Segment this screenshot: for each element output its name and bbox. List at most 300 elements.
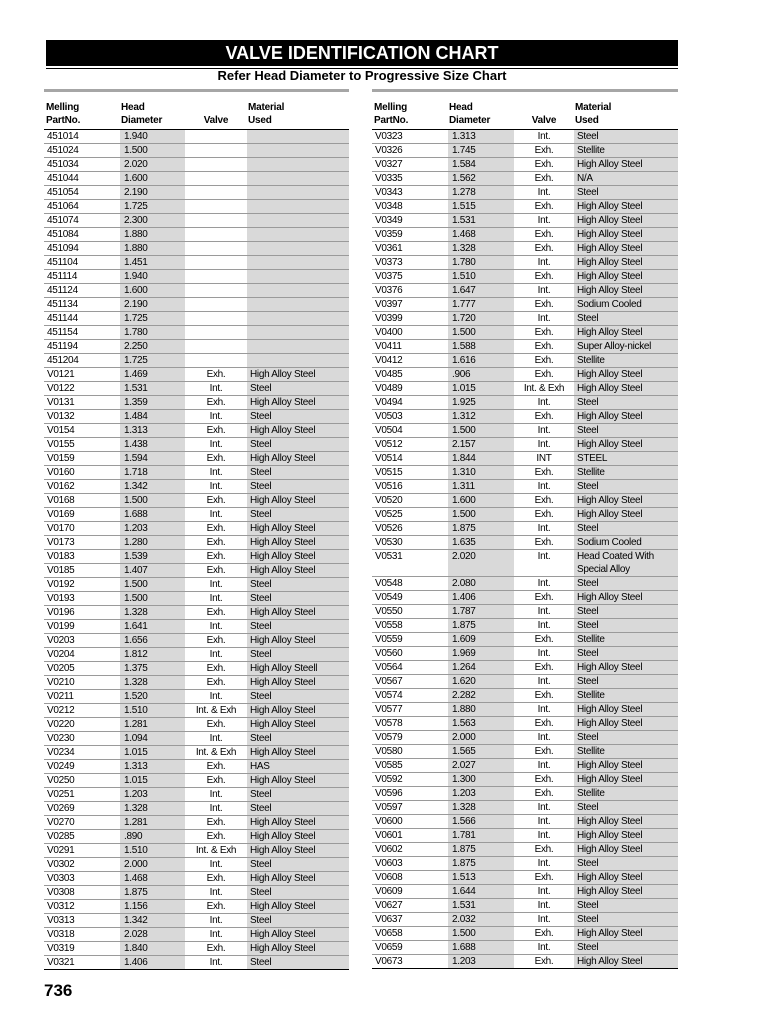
material-cell: Steel (574, 675, 678, 688)
table-row (44, 802, 349, 816)
part-number-cell: V0602 (375, 844, 403, 855)
valve-type-cell: Int. (209, 733, 223, 744)
head-diameter-cell: 1.328 (448, 242, 514, 255)
material-cell: Stellite (574, 354, 678, 367)
table-row (372, 396, 678, 410)
head-diameter-cell: 2.000 (448, 731, 514, 744)
material-cell: High Alloy Steel (574, 200, 678, 213)
table-row (44, 522, 349, 536)
head-diameter-cell: 1.328 (120, 606, 185, 619)
part-number-cell: 451204 (47, 355, 79, 366)
header-line: Head (121, 102, 145, 113)
head-diameter-cell: 1.635 (448, 536, 514, 549)
valve-type-cell: INT (536, 453, 552, 464)
head-diameter-cell: 1.359 (120, 396, 185, 409)
valve-type-cell: Int. (537, 187, 551, 198)
material-cell: Stellite (574, 466, 678, 479)
valve-type-cell: Exh. (206, 831, 226, 842)
table-row (44, 788, 349, 802)
part-number-cell: 451194 (47, 341, 78, 352)
valve-type-cell: Exh. (534, 327, 554, 338)
material-cell (247, 354, 349, 367)
material-cell: Steel (247, 438, 349, 451)
head-diameter-cell: 1.875 (448, 522, 514, 535)
table-row (44, 186, 349, 200)
table-row (372, 270, 678, 284)
part-number-cell: V0303 (47, 873, 75, 884)
part-number-cell: V0550 (375, 606, 403, 617)
valve-type-cell: Exh. (534, 229, 554, 240)
part-number-cell: V0318 (47, 929, 75, 940)
table-row (44, 592, 349, 606)
table-row (372, 326, 678, 340)
part-number-cell: V0375 (375, 271, 403, 282)
head-diameter-cell: 1.787 (448, 605, 514, 618)
head-diameter-cell: 1.015 (120, 774, 185, 787)
part-number-cell: V0192 (47, 579, 75, 590)
material-cell: Steel (247, 466, 349, 479)
head-diameter-cell: 1.280 (120, 536, 185, 549)
table-row (44, 816, 349, 830)
head-diameter-cell: 2.027 (448, 759, 514, 772)
part-number-cell: V0159 (47, 453, 75, 464)
table-row (44, 410, 349, 424)
head-diameter-cell: 1.594 (120, 452, 185, 465)
material-cell: Steel (247, 410, 349, 423)
part-number-cell: V0559 (375, 634, 403, 645)
head-diameter-cell: 1.745 (448, 144, 514, 157)
table-row (372, 731, 678, 745)
material-cell: Steel (574, 605, 678, 618)
material-cell: High Alloy Steell (247, 662, 349, 675)
valve-type-cell: Int. (537, 858, 551, 869)
valve-type-cell: Int. (537, 523, 551, 534)
material-cell: Steel (574, 186, 678, 199)
material-cell: High Alloy Steel (574, 927, 678, 940)
head-diameter-cell: 1.407 (120, 564, 185, 577)
head-diameter-cell: 1.468 (448, 228, 514, 241)
part-number-cell: V0234 (47, 747, 75, 758)
valve-type-cell: Exh. (206, 523, 226, 534)
part-number-header (44, 92, 120, 129)
part-number-cell: V0399 (375, 313, 403, 324)
material-cell: Steel (574, 130, 678, 143)
part-number-cell: V0578 (375, 718, 403, 729)
material-cell: High Alloy Steel (247, 606, 349, 619)
valve-type-cell: Exh. (534, 467, 554, 478)
valve-type-cell: Exh. (206, 817, 226, 828)
head-diameter-cell: 1.688 (120, 508, 185, 521)
material-cell: Steel (574, 941, 678, 954)
head-diameter-cell: 1.644 (448, 885, 514, 898)
part-number-cell: V0131 (47, 397, 75, 408)
part-number-cell: V0549 (375, 592, 403, 603)
valve-type-cell: Exh. (534, 145, 554, 156)
table-row (44, 256, 349, 270)
table-row (372, 340, 678, 354)
table-row (372, 773, 678, 787)
head-diameter-cell: 1.875 (448, 843, 514, 856)
valve-type-cell (185, 158, 247, 171)
valve-type-cell: Int. (209, 481, 223, 492)
valve-type-cell (185, 354, 247, 367)
part-number-cell: V0162 (47, 481, 75, 492)
head-diameter-cell: 1.600 (120, 172, 185, 185)
part-number-cell: V0489 (375, 383, 403, 394)
valve-type-cell: Exh. (206, 537, 226, 548)
head-diameter-cell: 1.812 (120, 648, 185, 661)
material-cell (247, 242, 349, 255)
material-header (247, 92, 349, 129)
valve-type-cell: Int. (209, 887, 223, 898)
table-row (44, 676, 349, 690)
part-number-cell: V0494 (375, 397, 403, 408)
head-diameter-cell: 1.094 (120, 732, 185, 745)
table-row (372, 633, 678, 647)
part-number-cell: V0349 (375, 215, 403, 226)
part-number-cell: V0373 (375, 257, 403, 268)
material-cell (247, 326, 349, 339)
part-number-cell: V0327 (375, 159, 403, 170)
material-cell (247, 200, 349, 213)
material-cell: Steel (247, 620, 349, 633)
head-diameter-cell: 1.840 (120, 942, 185, 955)
part-number-cell: 451134 (47, 299, 78, 310)
part-number-cell: 451124 (47, 285, 78, 296)
part-number-cell: V0323 (375, 131, 403, 142)
part-number-cell: V0321 (47, 957, 75, 968)
valve-type-cell: Int. (209, 509, 223, 520)
table-row (372, 605, 678, 619)
valve-type-cell: Int. (537, 215, 551, 226)
table-row (372, 508, 678, 522)
material-cell: High Alloy Steel (574, 661, 678, 674)
valve-type-cell: Int. (537, 551, 551, 562)
table-row (44, 690, 349, 704)
material-cell: Steel (247, 508, 349, 521)
table-row (44, 200, 349, 214)
material-cell: Steel (574, 913, 678, 926)
head-diameter-cell: 2.032 (448, 913, 514, 926)
head-diameter-cell: 1.203 (448, 787, 514, 800)
head-diameter-cell: 1.656 (120, 634, 185, 647)
head-diameter-cell: 1.609 (448, 633, 514, 646)
table-row (372, 158, 678, 172)
material-cell (247, 228, 349, 241)
part-number-cell: V0196 (47, 607, 75, 618)
valve-type-cell (185, 172, 247, 185)
head-diameter-cell: 1.281 (120, 718, 185, 731)
table-row (44, 214, 349, 228)
part-number-cell: 451074 (47, 215, 79, 226)
material-cell (247, 270, 349, 283)
material-cell: Steel (574, 424, 678, 437)
part-number-cell: V0376 (375, 285, 403, 296)
table-row (372, 661, 678, 675)
material-cell: HAS (247, 760, 349, 773)
valve-type-cell: Int. (209, 803, 223, 814)
valve-type-cell: Int. (209, 915, 223, 926)
part-number-cell: 451094 (47, 243, 79, 254)
head-diameter-cell: 1.584 (448, 158, 514, 171)
material-cell: High Alloy Steel (247, 900, 349, 913)
part-number-cell: V0199 (47, 621, 75, 632)
valve-type-cell: Int. (209, 859, 223, 870)
head-diameter-cell: 1.156 (120, 900, 185, 913)
material-cell: STEEL (574, 452, 678, 465)
head-diameter-cell: 1.875 (448, 619, 514, 632)
part-number-cell: V0531 (375, 551, 403, 562)
material-cell: High Alloy Steel (574, 773, 678, 786)
valve-type-cell: Exh. (206, 369, 226, 380)
head-diameter-cell: 1.510 (448, 270, 514, 283)
table-row (44, 326, 349, 340)
table-row (44, 774, 349, 788)
part-number-cell: V0335 (375, 173, 403, 184)
head-diameter-cell: 1.875 (448, 857, 514, 870)
material-cell: High Alloy Steel (247, 452, 349, 465)
part-number-cell: V0270 (47, 817, 75, 828)
head-diameter-cell: 1.563 (448, 717, 514, 730)
part-number-cell: V0574 (375, 690, 403, 701)
material-cell: High Alloy Steel (574, 494, 678, 507)
valve-type-cell: Exh. (206, 635, 226, 646)
valve-type-cell: Exh. (206, 901, 226, 912)
head-diameter-cell: 1.588 (448, 340, 514, 353)
material-cell: Steel (574, 731, 678, 744)
head-diameter-cell: 1.720 (448, 312, 514, 325)
valve-type-cell (185, 298, 247, 311)
head-diameter-cell: 1.500 (448, 508, 514, 521)
valve-type-cell: Exh. (206, 775, 226, 786)
material-cell: High Alloy Steel (247, 746, 349, 759)
part-number-cell: 451044 (47, 173, 79, 184)
material-cell (247, 144, 349, 157)
material-cell: High Alloy Steel (247, 676, 349, 689)
part-number-cell: 451144 (47, 313, 78, 324)
valve-table-right (372, 89, 678, 969)
part-number-header (372, 92, 448, 129)
part-number-cell: V0173 (47, 537, 75, 548)
material-cell: High Alloy Steel (247, 522, 349, 535)
valve-type-cell (185, 228, 247, 241)
table-row (44, 662, 349, 676)
valve-type-cell: Exh. (206, 495, 226, 506)
part-number-cell: V0515 (375, 467, 403, 478)
table-row (44, 872, 349, 886)
table-row (372, 759, 678, 773)
part-number-cell: V0526 (375, 523, 403, 534)
valve-type-cell: Int. (209, 383, 223, 394)
material-cell: High Alloy Steel (574, 270, 678, 283)
table-row (372, 354, 678, 368)
table-row (44, 830, 349, 844)
table-row (372, 689, 678, 703)
material-cell: High Alloy Steel (574, 284, 678, 297)
part-number-cell: V0155 (47, 439, 75, 450)
table-row (44, 550, 349, 564)
valve-type-cell: Exh. (534, 173, 554, 184)
material-cell: High Alloy Steel (247, 634, 349, 647)
table-row (44, 704, 349, 718)
material-cell: Steel (247, 886, 349, 899)
head-diameter-cell: 1.531 (120, 382, 185, 395)
valve-table-left (44, 89, 349, 970)
head-diameter-cell: 1.725 (120, 354, 185, 367)
material-cell (247, 312, 349, 325)
table-row (372, 619, 678, 633)
table-row (372, 801, 678, 815)
table-row (372, 368, 678, 382)
part-number-cell: V0285 (47, 831, 75, 842)
valve-type-cell: Int. (537, 830, 551, 841)
table-row (372, 298, 678, 312)
table-row (44, 312, 349, 326)
part-number-cell: V0183 (47, 551, 75, 562)
part-number-cell: V0597 (375, 802, 403, 813)
valve-type-cell: Int. (537, 481, 551, 492)
valve-type-cell: Exh. (534, 634, 554, 645)
head-diameter-cell: 1.438 (120, 438, 185, 451)
material-cell: Stellite (574, 633, 678, 646)
part-number-cell: V0512 (375, 439, 403, 450)
table-row (372, 242, 678, 256)
part-number-cell: V0348 (375, 201, 403, 212)
head-diameter-cell: 1.406 (120, 956, 185, 969)
head-diameter-cell: 1.203 (448, 955, 514, 968)
part-number-cell: V0530 (375, 537, 403, 548)
part-number-cell: V0193 (47, 593, 75, 604)
table-row (44, 844, 349, 858)
material-cell: Steel (247, 788, 349, 801)
material-cell: Steel (574, 577, 678, 590)
head-diameter-cell: 1.203 (120, 522, 185, 535)
valve-type-cell: Exh. (534, 690, 554, 701)
head-diameter-cell: 1.500 (448, 927, 514, 940)
material-cell: High Alloy Steel (574, 955, 678, 968)
material-cell: High Alloy Steel (574, 759, 678, 772)
part-number-cell: V0504 (375, 425, 403, 436)
part-number-cell: V0251 (47, 789, 75, 800)
head-diameter-cell: 1.375 (120, 662, 185, 675)
header-line: Melling (46, 102, 80, 113)
material-cell (247, 186, 349, 199)
material-cell (247, 284, 349, 297)
valve-type-cell: Int. (209, 929, 223, 940)
part-number-cell: V0210 (47, 677, 75, 688)
material-cell: High Alloy Steel (574, 410, 678, 423)
material-cell: High Alloy Steel (574, 591, 678, 604)
table-row (44, 340, 349, 354)
head-diameter-cell: 2.157 (448, 438, 514, 451)
valve-type-cell: Exh. (534, 201, 554, 212)
part-number-cell: V0212 (47, 705, 75, 716)
table-row (44, 438, 349, 452)
head-diameter-cell: 1.562 (448, 172, 514, 185)
valve-type-cell (185, 270, 247, 283)
valve-type-cell: Exh. (534, 928, 554, 939)
material-cell: High Alloy Steel (247, 844, 349, 857)
material-cell: High Alloy Steel (247, 536, 349, 549)
head-diameter-header (120, 92, 185, 129)
head-diameter-cell: 1.515 (448, 200, 514, 213)
head-diameter-cell: 1.531 (448, 214, 514, 227)
material-cell: High Alloy Steel (574, 214, 678, 227)
table-row (44, 228, 349, 242)
material-cell: Sodium Cooled (574, 298, 678, 311)
part-number-cell: V0520 (375, 495, 403, 506)
material-cell: Sodium Cooled (574, 536, 678, 549)
head-diameter-cell: 1.500 (448, 326, 514, 339)
material-cell: Stellite (574, 787, 678, 800)
part-number-cell: V0580 (375, 746, 403, 757)
part-number-cell: V0185 (47, 565, 75, 576)
head-diameter-cell: 1.647 (448, 284, 514, 297)
head-diameter-cell: 1.015 (120, 746, 185, 759)
material-cell: Steel (247, 914, 349, 927)
head-diameter-cell: 1.565 (448, 745, 514, 758)
valve-type-cell: Exh. (206, 397, 226, 408)
part-number-cell: V0269 (47, 803, 75, 814)
material-cell: Steel (247, 956, 349, 969)
material-cell: Stellite (574, 689, 678, 702)
head-diameter-cell: 1.312 (448, 410, 514, 423)
table-row (44, 928, 349, 942)
material-cell: High Alloy Steel (574, 703, 678, 716)
table-row (44, 284, 349, 298)
material-cell: Stellite (574, 745, 678, 758)
table-row (44, 942, 349, 956)
head-diameter-cell: 2.190 (120, 298, 185, 311)
head-diameter-cell: 1.781 (448, 829, 514, 842)
part-number-cell: V0411 (375, 341, 402, 352)
part-number-cell: V0204 (47, 649, 75, 660)
valve-type-cell: Exh. (206, 453, 226, 464)
head-diameter-cell: 1.513 (448, 871, 514, 884)
table-row (372, 885, 678, 899)
head-diameter-cell: 1.342 (120, 480, 185, 493)
head-diameter-cell: 1.300 (448, 773, 514, 786)
valve-type-cell: Exh. (534, 509, 554, 520)
material-cell: High Alloy Steel (247, 942, 349, 955)
valve-type-cell (185, 200, 247, 213)
valve-type-cell: Int. (209, 957, 223, 968)
material-cell: High Alloy Steel (247, 774, 349, 787)
chart-title-bar (46, 40, 678, 66)
chart-title: VALVE IDENTIFICATION CHART (225, 43, 499, 63)
material-cell: Steel (247, 802, 349, 815)
table-row (44, 578, 349, 592)
table-row (372, 745, 678, 759)
table-row (44, 648, 349, 662)
valve-type-cell: Int. (537, 914, 551, 925)
head-diameter-cell: .906 (448, 368, 514, 381)
part-number-cell: V0168 (47, 495, 75, 506)
valve-type-cell: Exh. (534, 495, 554, 506)
material-cell: High Alloy Steel (247, 928, 349, 941)
valve-type-cell: Exh. (534, 774, 554, 785)
head-diameter-cell: 1.539 (120, 550, 185, 563)
valve-type-cell: Exh. (534, 411, 554, 422)
part-number-cell: V0220 (47, 719, 75, 730)
head-diameter-cell: 1.600 (448, 494, 514, 507)
header-line: PartNo. (374, 115, 409, 126)
table-row (372, 647, 678, 661)
part-number-cell: V0503 (375, 411, 403, 422)
part-number-cell: V0169 (47, 509, 75, 520)
head-diameter-cell: 1.925 (448, 396, 514, 409)
valve-type-cell: Exh. (534, 592, 554, 603)
